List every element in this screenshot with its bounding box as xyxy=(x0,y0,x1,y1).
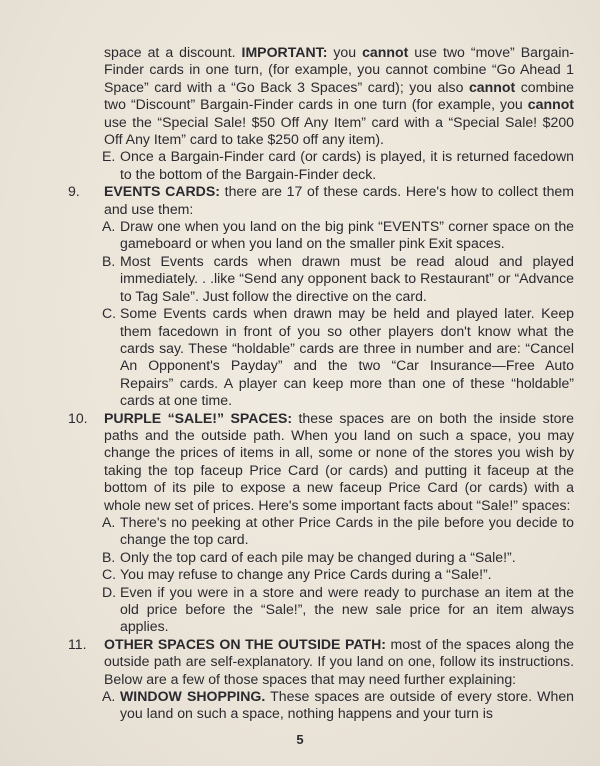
section-title: OTHER SPACES ON THE OUTSIDE PATH: xyxy=(104,635,386,652)
section-title: PURPLE “SALE!” SPACES: xyxy=(104,409,293,426)
important-label: IMPORTANT: xyxy=(241,44,328,60)
list-item: A. There's no peeking at other Price Cards in the pile before you decide to change the top card. xyxy=(102,513,574,548)
subitem-E: E. Once a Bargain-Finder card (or cards) is played, it is returned facedown to the bottom of the Bargain-Finder deck. xyxy=(102,148,574,182)
list-item: B. Most Events cards when drawn must be read aloud and played immediately. . .like “Send any opponent back to Restaurant” or “Advance to Tag Sale”. Just follow the directive on the card. xyxy=(102,252,574,304)
list-item: A. Draw one when you land on the big pink “EVENTS” corner space on the gameboard or when you land on the smaller pink Exit spaces. xyxy=(102,218,574,252)
lead-paragraph: space at a discount. IMPORTANT: you cannot use two “move” Bargain-Finder cards in one turn, (for example, you cannot combine “Go Ahead 1 Space” card with a “Go Back 3 Spaces” card); you also cannot combine two “Discount” Bargain-Finder cards in one turn (for example, you cannot use the “Special Sale! $50 Off Any Item” card with a “Special Sale! $200 Off Any Item” card to take $250 off any item). xyxy=(104,44,574,148)
list-item: A. WINDOW SHOPPING. These spaces are outside of every store. When you land on such a space, nothing happens and your turn is xyxy=(102,688,575,722)
section-11-other-spaces: 11. OTHER SPACES ON THE OUTSIDE PATH: most of the spaces along the outside path are self-explanatory. If you land on one, follow its instructions. Below are a few of those spaces that may need further explaining: xyxy=(68,635,574,687)
section-10-sale-spaces: 10. PURPLE “SALE!” SPACES: these spaces are on both the inside store paths and the outside path. When you land on such a space, you may change the prices of items in all, some or none of the stores you wish by taking the top faceup Price Card (or cards) and putting it faceup at the bottom of its pile to expose a new faceup Price Card (or cards) with a whole new set of prices. Here's some important facts about “Sale!” spaces: xyxy=(68,409,574,513)
page-number: 5 xyxy=(296,732,304,747)
section-9-events-cards: 9. EVENTS CARDS: there are 17 of these cards. Here's how to collect them and use them: xyxy=(68,183,574,217)
section-title: EVENTS CARDS: xyxy=(104,183,220,200)
rules-text xyxy=(68,44,574,723)
list-item: B. Only the top card of each pile may be changed during a “Sale!”. xyxy=(102,548,516,565)
list-item: C. Some Events cards when drawn may be held and played later. Keep them facedown in front of you so other players don't know what the cards say. These “holdable” cards are three in number and are: “Cancel An Opponent's Payday” and the two “Car Insurance—Free Auto Repairs” cards. A player can keep more than one of these “holdable” cards at one time. xyxy=(102,305,574,409)
list-item: C. You may refuse to change any Price Cards during a “Sale!”. xyxy=(102,566,492,583)
list-item: D. Even if you were in a store and were ready to purchase an item at the old price before the “Sale!”, the new sale price for an item always applies. xyxy=(102,583,574,635)
